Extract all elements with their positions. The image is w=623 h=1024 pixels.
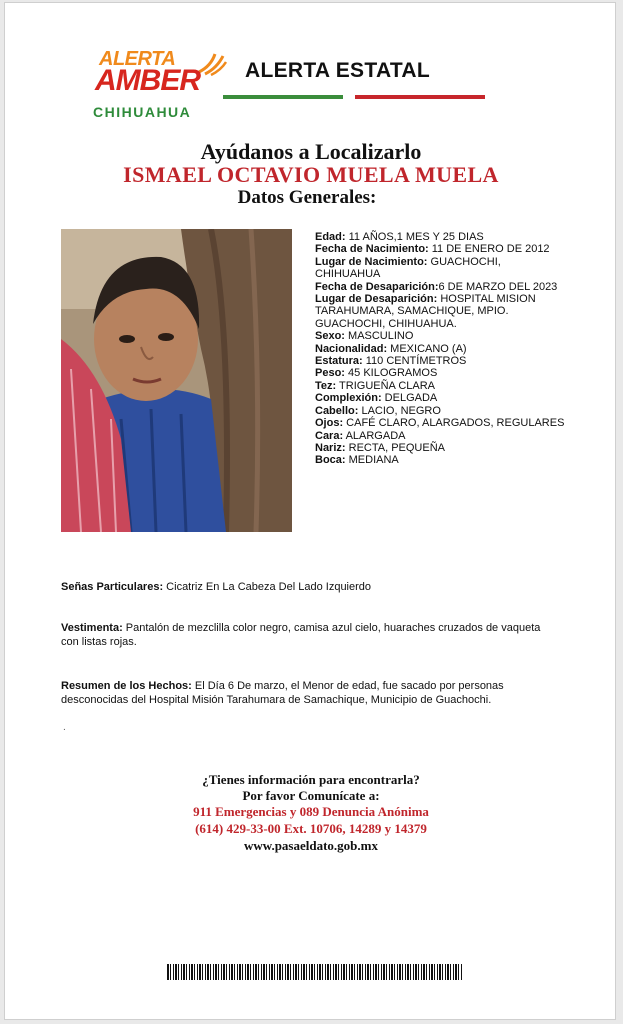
contact-website-link[interactable]: www.pasaeldato.gob.mx <box>244 838 378 853</box>
logo-region-text: CHIHUAHUA <box>93 104 192 120</box>
data-row-hair: Cabello: LACIO, NEGRO <box>315 404 441 417</box>
header-title: ALERTA ESTATAL <box>245 59 431 82</box>
data-row-weight: Peso: 45 KILOGRAMOS <box>315 367 438 380</box>
data-row-build: Complexión: DELGADA <box>315 392 438 405</box>
signal-waves-icon <box>197 50 227 76</box>
general-data-list <box>315 231 567 467</box>
contact-please: Por favor Comunícate a: <box>242 788 380 803</box>
data-row-sex: Sexo: MASCULINO <box>315 330 414 343</box>
logo-alerta-text: ALERTA <box>99 48 176 70</box>
data-row-birthdate: Fecha de Nacimiento: 11 DE ENERO DE 2012 <box>315 243 550 256</box>
contact-phone-numbers: (614) 429-33-00 Ext. 10706, 14289 y 14379 <box>195 821 427 836</box>
missing-person-name: ISMAEL OCTAVIO MUELA MUELA <box>123 162 499 187</box>
data-row-disappearance-date: Fecha de Desaparición:6 DE MARZO DEL 2023 <box>315 280 558 293</box>
clothing-description: Vestimenta: Pantalón de mezclilla color negro, camisa azul cielo, huaraches cruzados de vaqueta con listas rojas. <box>61 622 541 648</box>
facts-summary: Resumen de los Hechos: El Día 6 De marzo, el Menor de edad, fue sacado por personas desconocidas del Hospital Misión Tarahumara de Samachique, Municipio de Guachochi. <box>61 680 504 706</box>
data-row-height: Estatura: 110 CENTÍMETROS <box>315 355 467 368</box>
contact-question: ¿Tienes información para encontrarla? <box>202 772 420 787</box>
data-row-skin: Tez: TRIGUEÑA CLARA <box>315 379 436 392</box>
alert-poster <box>4 2 616 1020</box>
missing-person-photo <box>61 229 292 532</box>
data-row-face: Cara: ALARGADA <box>315 429 406 442</box>
data-row-age: Edad: 11 AÑOS,1 MES Y 25 DIAS <box>315 231 484 243</box>
data-row-nationality: Nacionalidad: MEXICANO (A) <box>315 342 467 355</box>
stray-mark: . <box>63 722 66 733</box>
amber-alert-logo <box>93 48 233 126</box>
contact-emergency-phones: 911 Emergencias y 089 Denuncia Anónima <box>193 804 429 819</box>
logo-amber-text: AMBER <box>95 64 200 97</box>
header-divider <box>223 95 485 99</box>
data-row-birthplace: Lugar de Nacimiento: GUACHOCHI, CHIHUAHUA <box>315 255 501 281</box>
data-row-mouth: Boca: MEDIANA <box>315 454 399 467</box>
data-row-nose: Nariz: RECTA, PEQUEÑA <box>315 441 445 454</box>
distinguishing-marks: Señas Particulares: Cicatriz En La Cabeza Del Lado Izquierdo <box>61 581 372 593</box>
barcode <box>167 964 465 980</box>
section-heading: Datos Generales: <box>237 187 377 208</box>
help-heading: Ayúdanos a Localizarlo <box>200 139 422 164</box>
data-row-eyes: Ojos: CAFÉ CLARO, ALARGADOS, REGULARES <box>315 417 565 430</box>
data-row-disappearance-place: Lugar de Desaparición: HOSPITAL MISION TARAHUMARA, SAMACHIQUE, MPIO. GUACHOCHI, CHIHUAHUA. <box>315 293 536 330</box>
